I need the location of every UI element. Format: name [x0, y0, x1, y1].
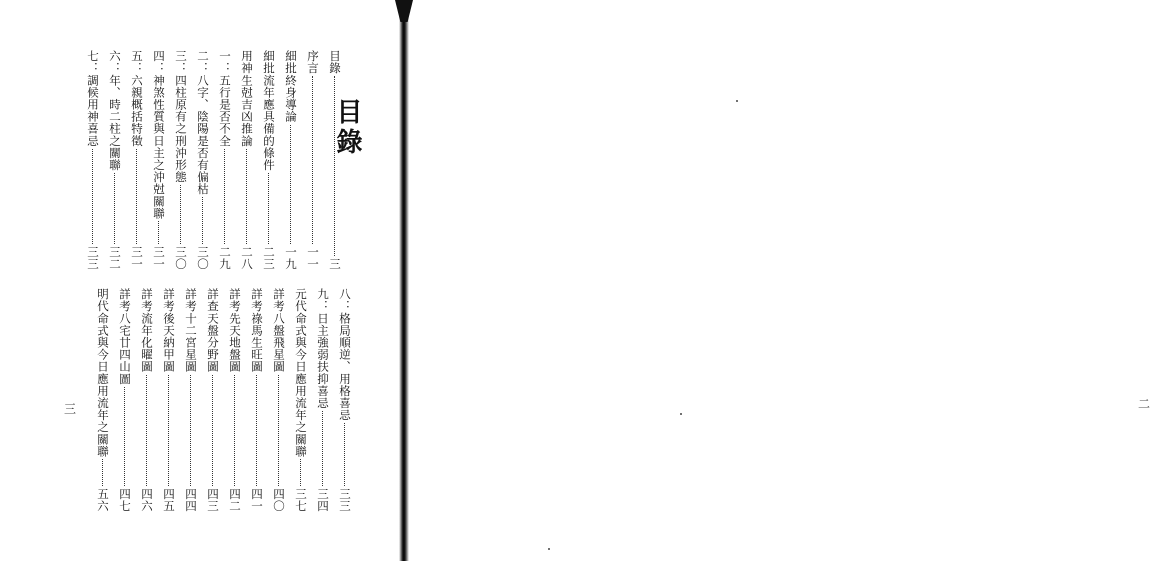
toc-entry: [185, 288, 197, 512]
toc-entry-label: 八：格局順逆、用格喜忌: [338, 288, 352, 422]
toc-entry-page: 三三: [86, 245, 100, 270]
toc-entry-label: 元代命式與今日應用流年之關聯: [294, 288, 308, 458]
page-number-right: 二: [1138, 397, 1150, 411]
toc-entry-label: 詳考流年化曜圖: [140, 288, 154, 373]
scan-speck: [736, 100, 738, 102]
toc-entry-label: 一：五行是否不全: [218, 50, 232, 147]
toc-entry-page: 四一: [250, 487, 264, 512]
toc-entry-page: 三一: [152, 245, 166, 270]
page-number-left: 三: [64, 402, 77, 416]
toc-entry: [97, 288, 109, 512]
toc-entry-label: 詳考八盤飛星圖: [272, 288, 286, 373]
toc-entry: [251, 288, 263, 512]
dot-leader: [290, 125, 291, 244]
dot-leader: [102, 459, 103, 485]
dot-leader: [234, 375, 235, 486]
left-page: [0, 0, 400, 561]
toc-entry: [175, 50, 187, 270]
toc-block-lower: [86, 288, 350, 512]
toc-entry-label: 明代命式與今日應用流年之關聯: [96, 288, 110, 458]
toc-entry-label: 詳考祿馬生旺圖: [250, 288, 264, 373]
toc-entry-label: 詳考十二宮星圖: [184, 288, 198, 373]
right-page: [400, 0, 1150, 561]
toc-entry: [229, 288, 241, 512]
toc-entry-page: 五六: [96, 487, 110, 512]
dot-leader: [246, 149, 247, 244]
toc-entry: [329, 50, 341, 270]
toc-entry: [141, 288, 153, 512]
dot-leader: [300, 459, 301, 485]
toc-entry-label: 二：八字、陰陽是否有偏枯: [196, 50, 210, 196]
dot-leader: [146, 375, 147, 486]
toc-entry-page: 三七: [294, 487, 308, 512]
toc-entry-label: 目錄: [328, 50, 342, 75]
dot-leader: [158, 221, 159, 243]
dot-leader: [256, 375, 257, 486]
toc-entry-label: 六：年、時二柱之關聯: [108, 50, 122, 171]
toc-entry-page: 四七: [118, 487, 132, 512]
toc-entry-page: 二八: [240, 245, 254, 270]
toc-entry-label: 五：六親概括特徵: [130, 50, 144, 147]
toc-entry-page: 四三: [206, 487, 220, 512]
toc-entry-label: 序言: [306, 50, 320, 75]
toc-entry: [197, 50, 209, 270]
dot-leader: [114, 173, 115, 244]
toc-entry-label: 九：日主強弱扶抑喜忌: [316, 288, 330, 409]
dot-leader: [168, 375, 169, 486]
toc-entry-page: 二三: [262, 245, 276, 270]
dot-leader: [334, 76, 335, 256]
toc-entry-label: 詳考先天地盤圖: [228, 288, 242, 373]
toc-entry-label: 詳查天盤分野圖: [206, 288, 220, 373]
toc-entry-label: 三：四柱原有之刑沖形態: [174, 50, 188, 184]
toc-entry: [295, 288, 307, 512]
toc-entry-page: 四二: [228, 487, 242, 512]
toc-entry: [241, 50, 253, 270]
toc-entry: [317, 288, 329, 512]
toc-entry-label: 詳考八宅廿四山圖: [118, 288, 132, 385]
toc-entry-label: 七：調候用神喜忌: [86, 50, 100, 147]
toc-entry-label: 四：神煞性質與日主之沖尅關聯: [152, 50, 166, 220]
toc-entry-page: 三三: [338, 487, 352, 512]
toc-entry-page: 三二: [108, 245, 122, 270]
toc-entry-page: 三: [328, 257, 342, 270]
toc-entry-page: 一一: [306, 245, 320, 270]
toc-entry: [263, 50, 275, 270]
toc-entry: [219, 50, 231, 270]
toc-entry: [119, 288, 131, 512]
toc-entry: [339, 288, 351, 512]
dot-leader: [312, 76, 313, 244]
toc-entry: [207, 288, 219, 512]
toc-entry-page: 三四: [316, 487, 330, 512]
toc-entry: [163, 288, 175, 512]
toc-entry: [285, 50, 297, 270]
toc-entry-page: 四四: [184, 487, 198, 512]
toc-entry: [87, 50, 99, 270]
dot-leader: [344, 423, 345, 486]
toc-entry-page: 四六: [140, 487, 154, 512]
toc-entry: [109, 50, 121, 270]
toc-entry-label: 詳考後天納甲圖: [162, 288, 176, 373]
toc-entry: [153, 50, 165, 270]
toc-entry-label: 用神生尅吉凶推論: [240, 50, 254, 147]
dot-leader: [124, 387, 125, 486]
toc-entry-page: 二九: [218, 245, 232, 270]
dot-leader: [180, 185, 181, 244]
dot-leader: [136, 149, 137, 244]
dot-leader: [212, 375, 213, 486]
toc-entry-page: 四五: [162, 487, 176, 512]
toc-entry: [131, 50, 143, 270]
toc-entry: [273, 288, 285, 512]
dot-leader: [278, 375, 279, 486]
scan-speck: [548, 548, 550, 550]
toc-entry-label: 細批流年應具備的條件: [262, 50, 276, 171]
toc-entry-page: 一九: [284, 245, 298, 270]
dot-leader: [202, 197, 203, 244]
dot-leader: [224, 149, 225, 244]
toc-entry-page: 三一: [130, 245, 144, 270]
page-title: 目錄: [332, 98, 362, 158]
toc-entry-page: 三〇: [196, 245, 210, 270]
dot-leader: [92, 149, 93, 244]
toc-entry-label: 細批終身導論: [284, 50, 298, 123]
toc-entry: [307, 50, 319, 270]
dot-leader: [268, 173, 269, 244]
dot-leader: [190, 375, 191, 486]
scan-speck: [680, 413, 682, 415]
dot-leader: [322, 411, 323, 486]
toc-entry-page: 四〇: [272, 487, 286, 512]
toc-entry-page: 三〇: [174, 245, 188, 270]
toc-block-upper: [76, 50, 340, 270]
